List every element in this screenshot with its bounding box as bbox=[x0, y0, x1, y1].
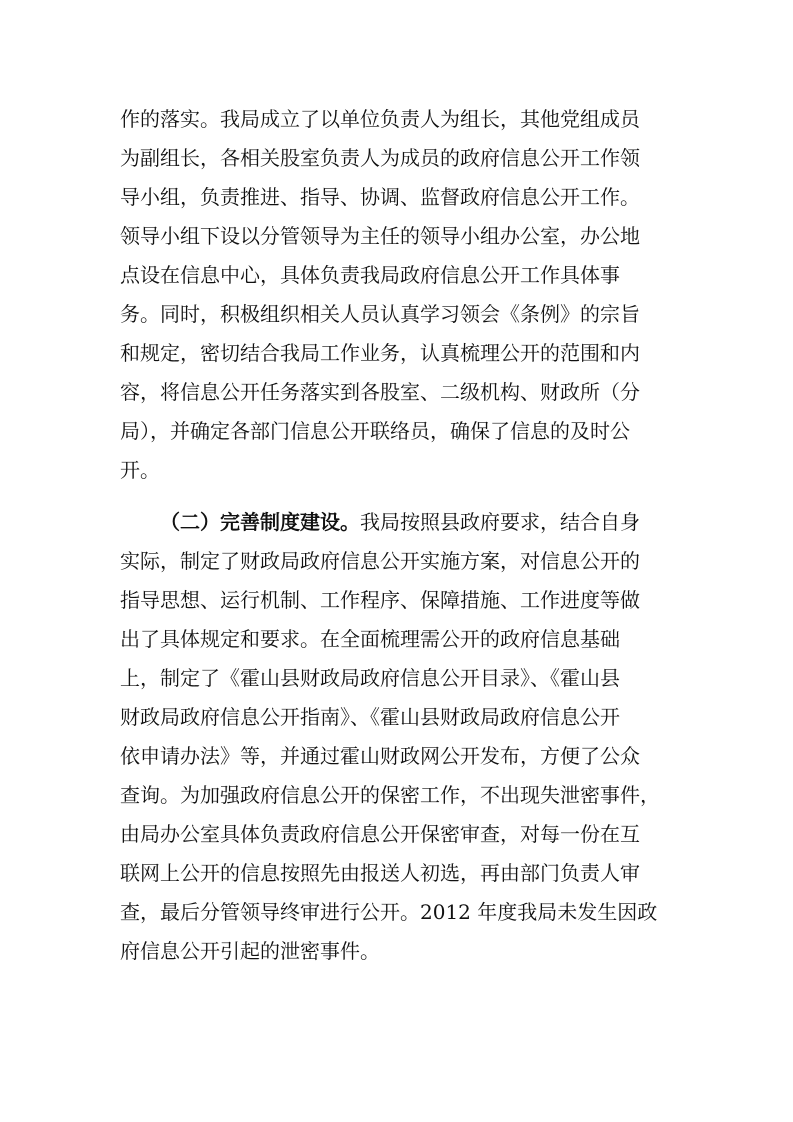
paragraph-2-line: 府信息公开引起的泄密事件。 bbox=[120, 939, 380, 963]
paragraph-2-line-start: 我局按照县政府要求，结合自身 bbox=[360, 510, 640, 534]
paragraph-2-line: 出了具体规定和要求。在全面梳理需公开的政府信息基础 bbox=[120, 627, 620, 651]
paragraph-2-line: 由局办公室具体负责政府信息公开保密审查，对每一份在互 bbox=[120, 822, 640, 846]
paragraph-2-line: 财政局政府信息公开指南》、《霍山县财政局政府信息公开 bbox=[120, 705, 620, 729]
paragraph-2-line: 依申请办法》等，并通过霍山财政网公开发布，方便了公众 bbox=[120, 744, 640, 768]
paragraph-2-line: 查，最后分管领导终审进行公开。2012 年度我局未发生因政 bbox=[120, 900, 658, 924]
paragraph-1-line: 导小组，负责推进、指导、协调、监督政府信息公开工作。 bbox=[120, 185, 640, 209]
paragraph-1-line: 点设在信息中心，具体负责我局政府信息公开工作具体事 bbox=[120, 263, 620, 287]
paragraph-2-line: 查询。为加强政府信息公开的保密工作，不出现失泄密事件， bbox=[120, 783, 660, 807]
paragraph-1-line: 开。 bbox=[120, 458, 160, 482]
paragraph-2-line: 联网上公开的信息按照先由报送人初选，再由部门负责人审 bbox=[120, 861, 640, 885]
paragraph-1-line: 领导小组下设以分管领导为主任的领导小组办公室，办公地 bbox=[120, 224, 640, 248]
paragraph-1-line: 作的落实。我局成立了以单位负责人为组长，其他党组成员 bbox=[120, 107, 640, 131]
paragraph-1-line: 为副组长，各相关股室负责人为成员的政府信息公开工作领 bbox=[120, 146, 640, 170]
paragraph-1-line: 容，将信息公开任务落实到各股室、二级机构、财政所（分 bbox=[120, 380, 640, 404]
paragraph-2-first-line bbox=[160, 509, 640, 535]
paragraph-1-line: 和规定，密切结合我局工作业务，认真梳理公开的范围和内 bbox=[120, 341, 640, 365]
paragraph-2-line: 实际，制定了财政局政府信息公开实施方案，对信息公开的 bbox=[120, 549, 640, 573]
paragraph-1-line: 局），并确定各部门信息公开联络员，确保了信息的及时公 bbox=[120, 419, 630, 443]
paragraph-2-line: 上，制定了《霍山县财政局政府信息公开目录》、《霍山县 bbox=[120, 666, 620, 690]
paragraph-1-line: 务。同时，积极组织相关人员认真学习领会《条例》的宗旨 bbox=[120, 302, 640, 326]
paragraph-2-line: 指导思想、运行机制、工作程序、保障措施、工作进度等做 bbox=[120, 588, 640, 612]
section-heading: （二）完善制度建设。 bbox=[160, 510, 360, 534]
